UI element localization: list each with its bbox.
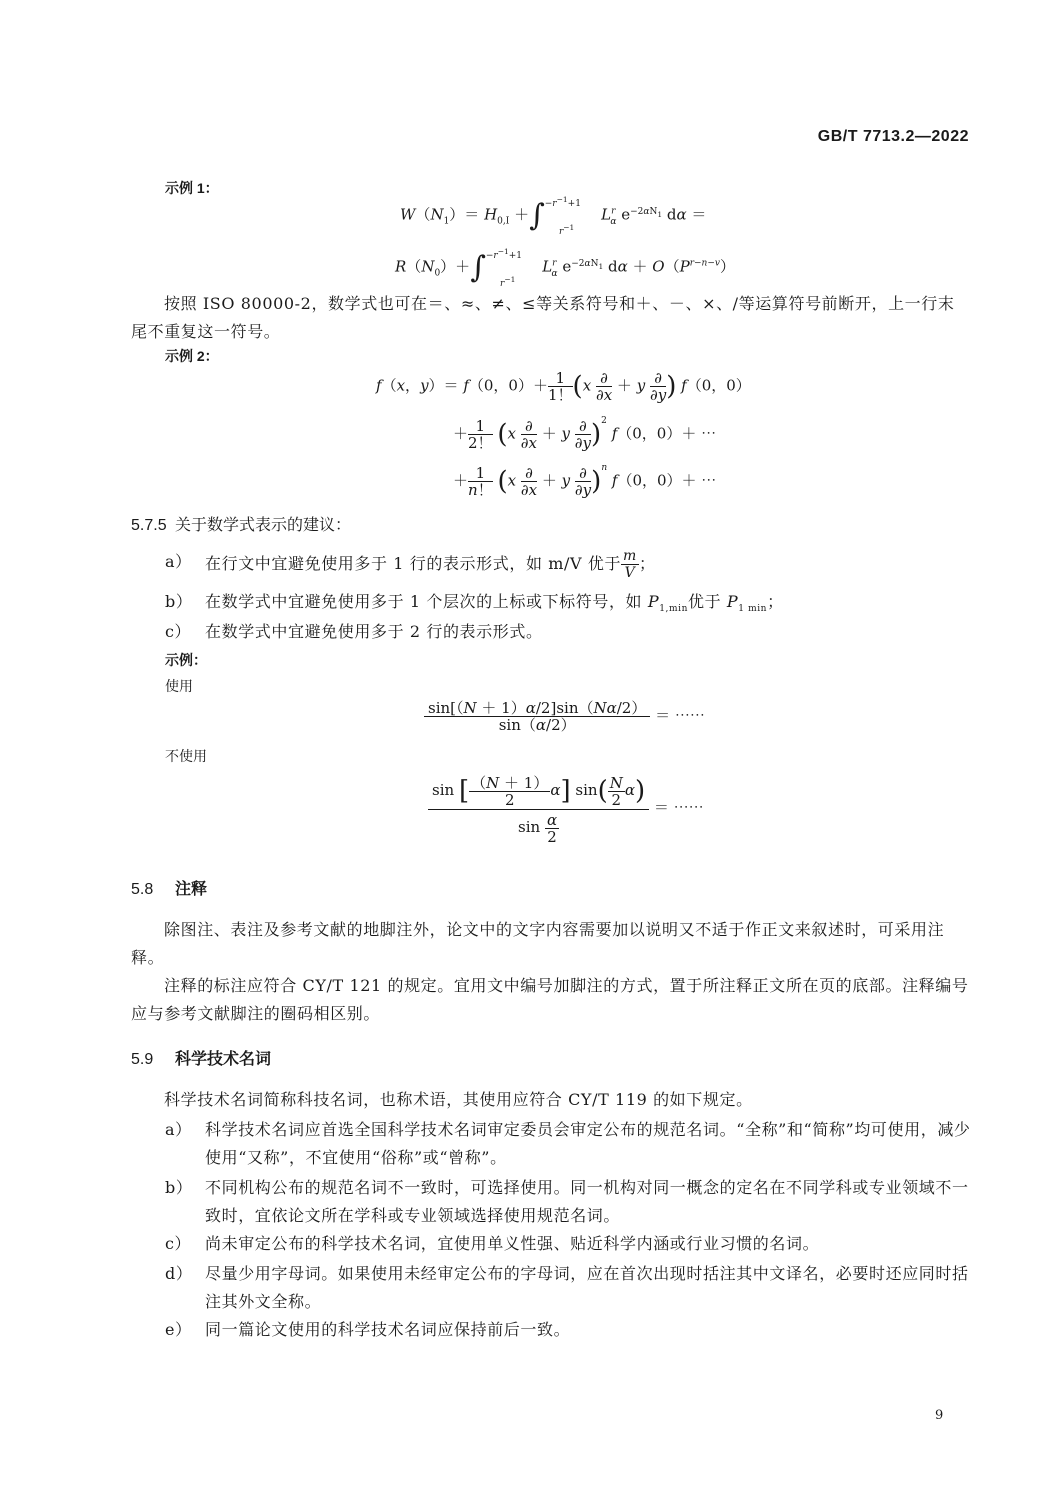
use-label: 使用 [165,679,193,695]
list-item-b: b） 在数学式中宜避免使用多于 1 个层次的上标或下标符号，如 $P_{1,min}$优于 $P_{1 min}$； [165,588,971,623]
list-item-text: 科学技术名词应首选全国科学技术名词审定委员会审定公布的规范名词。“全称”和“简称”均可使用，减少使用“又称”，不宜使用“俗称”或“曾称”。 [205,1120,971,1167]
section-number: 5.9 [131,1051,154,1068]
section-title: 关于数学式表示的建议： [175,515,352,534]
equation-example-2-line-1: f（x，y）＝ f（0，0）＋ $\frac{1}{1!}$ (x $\frac{\partial}{\partial x}$ ＋ y $\frac{\partial}{\partial y}$ ) f（0，0） [376,369,751,404]
equation-example-2-line-3: ＋ $\frac{1}{n!}$ (x $\frac{\partial}{\partial x}$ ＋ y $\frac{\partial}{\partial y}$ )$^n$ f（0，0）＋ ⋯ [453,462,717,499]
list-item-text-mid: 优于 [688,592,722,611]
section-number: 5.8 [131,881,154,898]
standard-number-header: GB/T 7713.2—2022 [817,128,969,145]
equation-example-1-line-1: $W(N_1)= H_{0,I} +\int^{-r^{-1}+1}_{r^{-1}}$ $L^r_\alpha$ $e^{-2\alpha N_1}$ dα ＝ [400,194,707,237]
notes-paragraph-2: 注释的标注应符合 CY/T 121 的规定。宜用文中编号加脚注的方式，置于所注释正文所在页的底部。注释编号应与参考文献脚注的圈码相区别。 [131,976,969,1023]
list-item-text: 在行文中宜避免使用多于 1 行的表示形式，如 m/V 优于 [205,554,622,573]
list-item-text: 同一篇论文使用的科学技术名词应保持前后一致。 [205,1320,571,1339]
list-marker: a） [165,1120,192,1139]
equation-example-1-line-2: $R(N_0)+\int^{-r^{-1}+1}_{r^{-1}}$ $L^r_\alpha$ $e^{-2\alpha N_1}$ $d\alpha + O(P^{r-n-v})$ [395,246,735,289]
example-label: 示例： [165,652,207,668]
example-2-label: 示例 2： [165,348,219,364]
section-5-9-heading [131,1046,271,1069]
terms-intro-paragraph: 科学技术名词简称科技名词，也称术语，其使用应符合 CY/T 119 的如下规定。 [164,1090,753,1109]
list-item-c [165,1230,971,1258]
example-1-label: 示例 1： [165,180,219,196]
list-item-text: 不同机构公布的规范名词不一致时，可选择使用。同一机构对同一概念的定名在不同学科或专业领域不一致时，宜依论文所在学科或专业领域选择使用规范名词。 [205,1178,969,1225]
section-number: 5.7.5 [131,517,167,534]
list-marker: c） [165,1234,192,1253]
list-item-e [165,1316,971,1344]
not-use-label: 不使用 [165,749,207,765]
list-item-c [165,618,971,646]
list-item-text: 尽量少用字母词。如果使用未经审定公布的字母词，应在首次出现时括注其中文译名，必要时还应同时括注其外文全称。 [205,1264,969,1311]
list-marker: a） [165,552,192,571]
list-item-text: 在数学式中宜避免使用多于 1 个层次的上标或下标符号，如 [205,592,643,611]
list-item-a: a） 在行文中宜避免使用多于 1 行的表示形式，如 m/V 优于 $\frac{m}{V}$ ； [165,548,656,581]
list-item-text: 尚未审定公布的科学技术名词，宜使用单义性强、贴近科学内涵或行业习惯的名词。 [205,1234,820,1253]
equation-not-recommended: sin [ $\frac{(N + 1)}{2}$ α] sin( $\frac{N}{2}$ α) sin $\frac{\alpha}{2}$ ＝ ⋯⋯ [428,772,704,845]
list-item-b [165,1174,971,1230]
list-item-d [165,1260,971,1316]
equation-recommended: $\frac{\sin[(N + 1)\alpha/2]\sin(N\alpha/2)}{\sin(\alpha/2)}$ ＝ ⋯⋯ [424,700,705,733]
fraction-m-over-v: $\frac{m}{V}$ [623,548,637,581]
list-marker: b） [165,592,193,611]
iso-line-break-paragraph: 按照 ISO 80000-2，数学式也可在＝、≈、≠、≤等关系符号和＋、－、×、/等运算符号前断开，上一行末尾不重复这一符号。 [131,294,955,341]
list-item-text: 在数学式中宜避免使用多于 2 行的表示形式。 [205,622,543,641]
notes-paragraph-1: 除图注、表注及参考文献的地脚注外，论文中的文字内容需要加以说明又不适于作正文来叙述时，可采用注释。 [131,920,945,967]
list-marker: b） [165,1178,193,1197]
section-title: 注释 [175,881,208,898]
list-item-a [165,1116,971,1172]
equation-example-2-line-2: ＋ $\frac{1}{2!}$ (x $\frac{\partial}{\partial x}$ ＋ y $\frac{\partial}{\partial y}$ )$^2$ f（0，0）＋ ⋯ [453,415,717,452]
section-title: 科学技术名词 [175,1051,272,1068]
list-marker: c） [165,622,192,641]
list-marker: d） [165,1264,193,1283]
section-5-7-5-heading [131,512,351,535]
list-marker: e） [165,1320,192,1339]
page-number: 9 [935,1408,944,1423]
section-5-8-heading [131,876,207,899]
